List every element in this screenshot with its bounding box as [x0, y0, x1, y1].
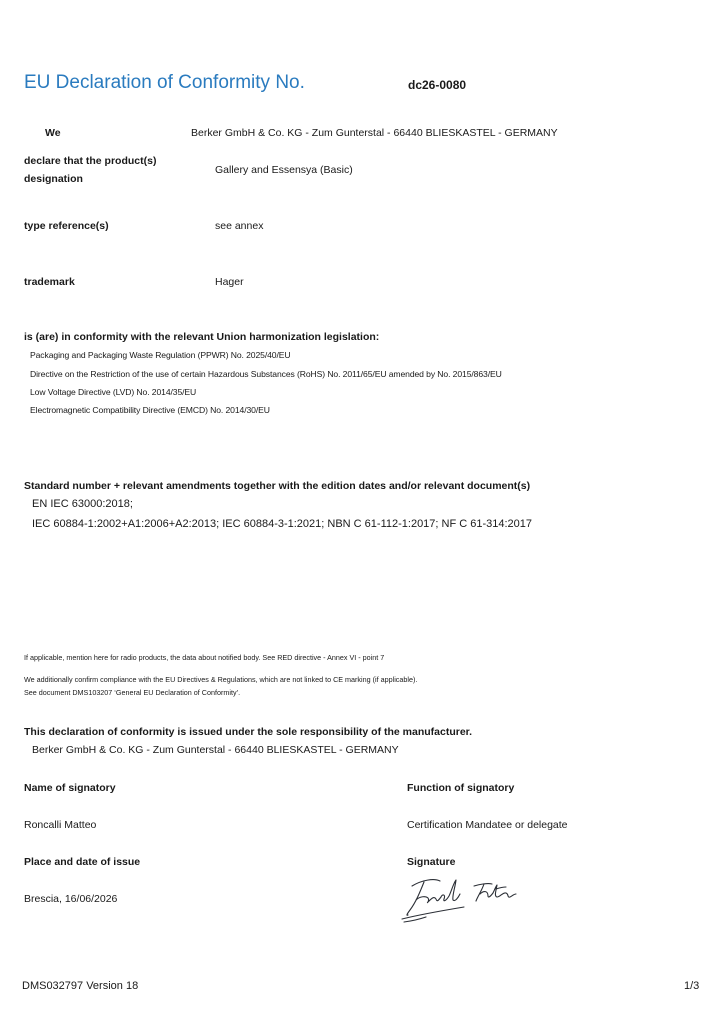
page-number: 1/3	[684, 980, 700, 992]
signatory-function-label: Function of signatory	[407, 782, 515, 794]
place-date-label: Place and date of issue	[24, 856, 141, 868]
product-label: declare that the product(s) designation	[24, 155, 157, 185]
manufacturer-address: Berker GmbH & Co. KG - Zum Gunterstal - 66440 BLIESKASTEL - GERMANY	[32, 744, 399, 756]
signature-label: Signature	[407, 856, 456, 868]
we-value: Berker GmbH & Co. KG - Zum Gunterstal - 66440 BLIESKASTEL - GERMANY	[191, 127, 558, 139]
signatory-function-value: Certification Mandatee or delegate	[407, 819, 568, 831]
place-date-value: Brescia, 16/06/2026	[24, 893, 118, 905]
radio-note: If applicable, mention here for radio products, the data about notified body. See RED directive - Annex VI - point 7	[24, 653, 385, 662]
compliance-note-reference: See document DMS103207 ‘General EU Declaration of Conformity’.	[24, 688, 241, 697]
legislation-item: Electromagnetic Compatibility Directive (EMCD) No. 2014/30/EU	[30, 405, 270, 415]
type-reference-label: type reference(s)	[24, 220, 109, 232]
document-version: DMS032797 Version 18	[22, 980, 139, 992]
signatory-name-value: Roncalli Matteo	[24, 819, 97, 831]
trademark-value: Hager	[215, 276, 244, 288]
document-number: dc26-0080	[408, 78, 467, 92]
compliance-note: We additionally confirm compliance with the EU Directives & Regulations, which are not linked to CE marking (if applicable).	[24, 675, 418, 684]
legislation-item: Low Voltage Directive (LVD) No. 2014/35/EU	[30, 387, 197, 397]
signatory-name-label: Name of signatory	[24, 782, 116, 794]
we-label: We	[45, 127, 61, 139]
handwritten-signature	[398, 874, 522, 926]
product-value: Gallery and Essensya (Basic)	[215, 164, 353, 176]
standards-line: IEC 60884-1:2002+A1:2006+A2:2013; IEC 60884-3-1:2021; NBN C 61-112-1:2017; NF C 61-314:2017	[32, 518, 533, 530]
legislation-item: Directive on the Restriction of the use of certain Hazardous Substances (RoHS) No. 2011/65/EU amended by No. 2015/863/EU	[30, 369, 502, 379]
standards-line: EN IEC 63000:2018;	[32, 498, 133, 510]
standards-heading: Standard number + relevant amendments together with the edition dates and/or relevant document(s)	[24, 480, 531, 492]
page-title: EU Declaration of Conformity No.	[24, 72, 305, 93]
trademark-label: trademark	[24, 276, 75, 288]
type-reference-value: see annex	[215, 220, 264, 232]
responsibility-heading: This declaration of conformity is issued under the sole responsibility of the manufacturer.	[24, 726, 473, 738]
legislation-item: Packaging and Packaging Waste Regulation (PPWR) No. 2025/40/EU	[30, 350, 291, 360]
legislation-heading: is (are) in conformity with the relevant Union harmonization legislation:	[24, 331, 380, 343]
